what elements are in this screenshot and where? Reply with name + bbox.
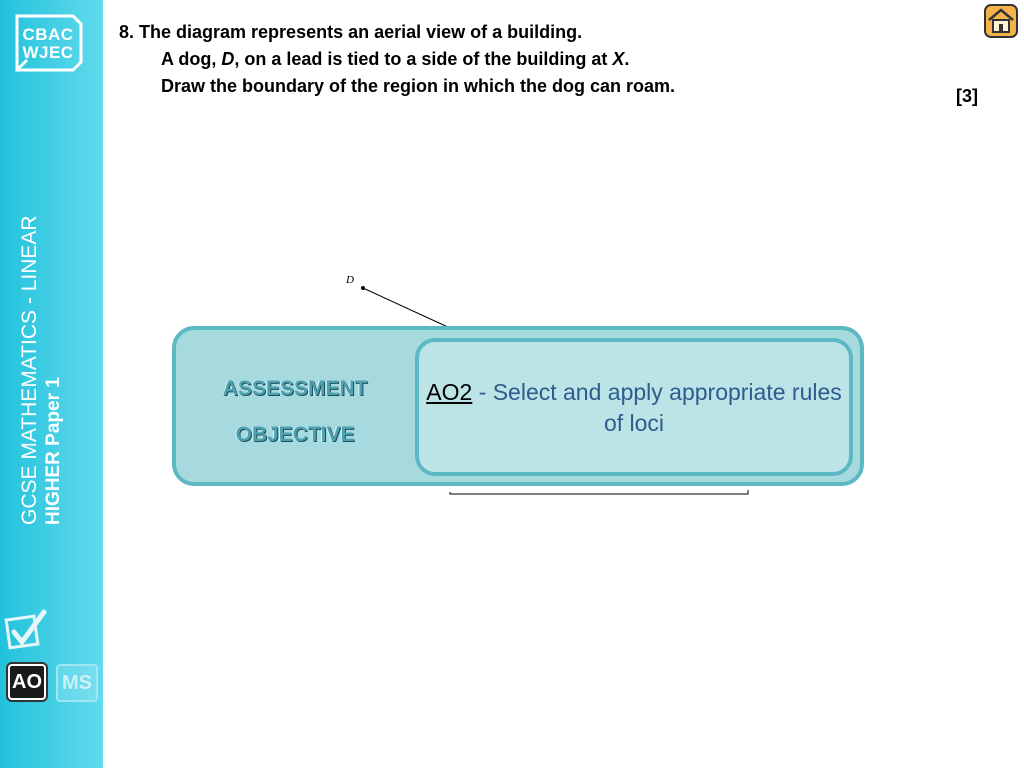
question-text xyxy=(119,19,675,100)
marks-label: [3] xyxy=(956,86,978,106)
course-title-line1: GCSE MATHEMATICS - LINEAR xyxy=(18,215,41,525)
question-line3: Draw the boundary of the region in which the dog can roam. xyxy=(161,76,676,96)
course-title xyxy=(18,215,66,525)
assessment-objective-heading: ASSESSMENT OBJECTIVE xyxy=(222,377,368,446)
ao-code-link[interactable]: AO2 xyxy=(426,379,473,405)
home-icon[interactable] xyxy=(984,4,1018,38)
ao-button[interactable]: AO xyxy=(8,664,46,700)
checkmark-icon[interactable] xyxy=(4,608,48,652)
lead-line xyxy=(363,288,450,328)
sidebar xyxy=(0,0,103,768)
question-line2: A dog, D, on a lead is tied to a side of the building at X. xyxy=(161,49,630,69)
question-line1: 8. The diagram represents an aerial view of a building. xyxy=(119,22,583,42)
cbac-wjec-logo xyxy=(13,14,83,72)
building-outline xyxy=(450,490,748,494)
assessment-objective-text xyxy=(426,377,842,439)
logo-line1: CBAC xyxy=(22,25,74,44)
logo-line2: WJEC xyxy=(22,43,74,62)
point-d-label: D xyxy=(346,274,354,286)
ao-description: - Select and apply appropriate rules of loci xyxy=(472,379,842,436)
ms-button[interactable]: MS xyxy=(56,664,98,702)
course-title-line2: HIGHER Paper 1 xyxy=(43,377,64,525)
